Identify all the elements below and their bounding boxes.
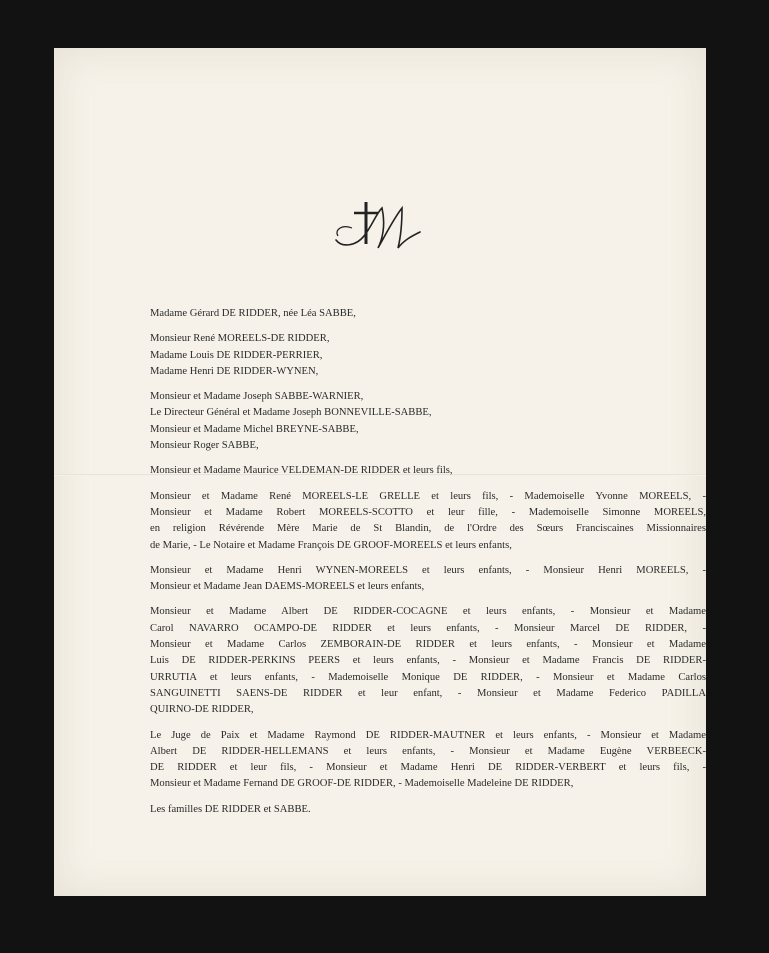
family-line: Monsieur et Madame René MOREELS-LE GRELLE et leurs fils, - Mademoiselle Yvonne MOREELS, -: [150, 490, 706, 502]
family-paragraph: [150, 802, 706, 818]
family-line: SANGUINETTI SAENS-DE RIDDER et leur enfant, - Monsieur et Madame Federico PADILLA: [150, 687, 706, 699]
family-line: Le Juge de Paix et Madame Raymond DE RIDDER-MAUTNER et leurs enfants, - Monsieur et Madame: [150, 729, 706, 741]
family-paragraph: [150, 331, 706, 380]
family-paragraph: [150, 728, 706, 793]
family-line: Monsieur et Madame Robert MOREELS-SCOTTO et leur fille, - Mademoiselle Simonne MOREELS,: [150, 506, 706, 518]
family-line: Monsieur et Madame Michel BREYNE-SABBE,: [150, 423, 359, 435]
family-line: DE RIDDER et leur fils, - Monsieur et Madame Henri DE RIDDER-VERBERT et leurs fils, -: [150, 762, 706, 774]
family-line: QUIRNO-DE RIDDER,: [150, 704, 254, 716]
family-line: Le Directeur Général et Madame Joseph BONNEVILLE-SABBE,: [150, 407, 432, 419]
family-paragraph: [150, 563, 706, 596]
family-paragraph: [150, 306, 706, 322]
family-paragraph: [150, 604, 706, 718]
family-list: [150, 306, 706, 827]
family-line: Monsieur et Madame Jean DAEMS-MOREELS et leurs enfants,: [150, 581, 425, 593]
family-line: Monsieur et Madame Henri WYNEN-MOREELS et leurs enfants, - Monsieur Henri MOREELS, -: [150, 564, 706, 576]
family-line: de Marie, - Le Notaire et Madame François DE GROOF-MOREELS et leurs enfants,: [150, 539, 512, 551]
cross-monogram-icon: [332, 196, 424, 256]
family-paragraph: [150, 389, 706, 454]
family-line: en religion Révérende Mère Marie de St Blandin, de l'Ordre des Sœurs Franciscaines Missionnaires: [150, 523, 706, 535]
family-line: Monsieur et Madame Fernand DE GROOF-DE RIDDER, - Mademoiselle Madeleine DE RIDDER,: [150, 778, 574, 790]
family-line: Monsieur et Madame Albert DE RIDDER-COCAGNE et leurs enfants, - Monsieur et Madame: [150, 606, 706, 618]
family-line: Les familles DE RIDDER et SABBE.: [150, 803, 311, 815]
family-line: Monsieur et Madame Maurice VELDEMAN-DE RIDDER et leurs fils,: [150, 465, 453, 477]
family-paragraph: [150, 463, 706, 479]
announcement-sheet: [54, 48, 706, 896]
family-line: Madame Gérard DE RIDDER, née Léa SABBE,: [150, 308, 356, 319]
family-line: Monsieur et Madame Carlos ZEMBORAIN-DE RIDDER et leurs enfants, - Monsieur et Madame: [150, 639, 706, 651]
family-line: Albert DE RIDDER-HELLEMANS et leurs enfants, - Monsieur et Madame Eugène VERBEECK-: [150, 745, 706, 757]
family-paragraph: [150, 489, 706, 554]
family-line: URRUTIA et leurs enfants, - Mademoiselle Monique DE RIDDER, - Monsieur et Madame Carlos: [150, 671, 706, 683]
family-line: Luis DE RIDDER-PERKINS PEERS et leurs enfants, - Monsieur et Madame Francis DE RIDDER-: [150, 655, 706, 667]
family-line: Monsieur et Madame Joseph SABBE-WARNIER,: [150, 391, 364, 403]
family-line: Madame Louis DE RIDDER-PERRIER,: [150, 349, 323, 361]
family-line: Carol NAVARRO OCAMPO-DE RIDDER et leurs enfants, - Monsieur Marcel DE RIDDER, -: [150, 622, 706, 634]
family-line: Monsieur Roger SABBE,: [150, 440, 259, 452]
family-line: Madame Henri DE RIDDER-WYNEN,: [150, 365, 319, 377]
family-line: Monsieur René MOREELS-DE RIDDER,: [150, 333, 330, 345]
